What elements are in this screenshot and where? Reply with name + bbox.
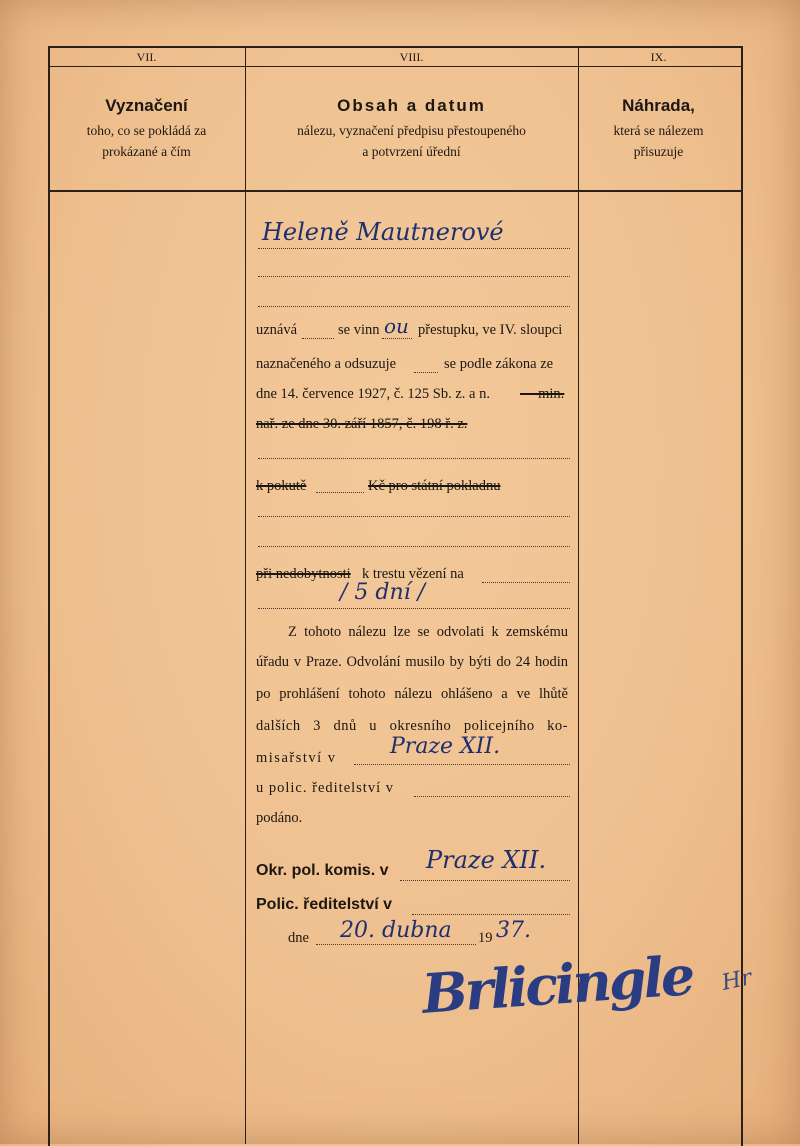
header-row-divider <box>48 190 741 192</box>
text-uznava: uznává <box>256 322 298 338</box>
text-prestupku: přestupku, ve IV. sloupci <box>418 322 563 338</box>
label-polic-reditelstvi: Polic. ředitelství v <box>256 896 393 913</box>
handwritten-date: 20. dubna <box>340 918 452 943</box>
text-year-prefix: 19 <box>478 930 493 946</box>
text-narizeni-struck: nař. ze dne 30. září 1857, č. 198 ř. z. <box>256 416 468 432</box>
column-7-subtitle: toho, co se pokládá za prokázané a čím <box>86 123 207 159</box>
label-okr-pol-komis: Okr. pol. komis. v <box>256 862 389 879</box>
column-9-numeral: IX. <box>650 50 667 64</box>
text-k-pokute-struck: k pokutě <box>256 478 307 494</box>
dotted-line-blank-2 <box>258 516 570 517</box>
margin-initials: Hr <box>719 965 754 996</box>
dotted-line-name-2 <box>258 276 570 277</box>
handwritten-days: / 5 dní / <box>340 580 426 605</box>
text-k-trestu: k trestu vězení na <box>362 566 464 582</box>
text-pri-nedobytnosti-struck: při nedobytnosti <box>256 566 351 582</box>
dotted-odsuzuje <box>414 372 438 373</box>
dotted-line-name-1 <box>258 248 570 249</box>
dotted-pokuta <box>316 492 364 493</box>
dotted-misarstvi <box>354 764 570 765</box>
handwritten-year: 37. <box>496 918 531 943</box>
text-dne-1927: dne 14. července 1927, č. 125 Sb. z. a n. <box>256 386 490 402</box>
dotted-trest <box>482 582 570 583</box>
column-8-numeral: VIII. <box>399 50 424 64</box>
dotted-uznava <box>302 338 334 339</box>
dotted-polic <box>412 914 570 915</box>
dotted-line-name-3 <box>258 306 570 307</box>
appeal-line-2: úřadu v Praze. Odvolání musilo by býti do 24 hodin <box>256 654 568 670</box>
dotted-days <box>258 608 570 609</box>
column-7-title: Vyznačení <box>105 96 188 115</box>
text-podano: podáno. <box>256 810 303 826</box>
column-9-subtitle: která se nálezem přisuzuje <box>613 123 704 159</box>
dotted-okr <box>400 880 570 881</box>
handwritten-prague-2: Praze XII. <box>426 846 547 874</box>
text-kc-struck: Kč pro státní pokladnu <box>368 478 501 494</box>
dotted-line-blank-1 <box>258 458 570 459</box>
text-naznaceneho: naznačeného a odsuzuje <box>256 356 397 372</box>
appeal-line-1: Z tohoto nálezu lze se odvolati k zemskému <box>288 624 568 640</box>
dotted-polic-reditelstvi <box>414 796 570 797</box>
handwritten-prague-1: Praze XII. <box>390 734 501 759</box>
dotted-date <box>316 944 476 945</box>
text-misarstvi: misařství v <box>256 750 337 766</box>
column-divider-7-8 <box>245 46 246 1144</box>
handwritten-vinn-suffix: ou <box>384 314 409 338</box>
text-se-podle: se podle zákona ze <box>444 356 554 372</box>
column-8-subtitle: nálezu, vyznačení předpisu přestoupeného a potvrzení úřední <box>297 123 526 159</box>
text-se-vinn: se vinn <box>338 322 380 338</box>
signature: Brlicingle <box>420 943 695 1026</box>
handwritten-name: Heleně Mautnerové <box>262 218 504 246</box>
text-min-struck: — min. <box>520 386 565 402</box>
numeral-row-divider <box>48 66 741 67</box>
column-7-numeral: VII. <box>136 50 157 64</box>
text-polic-reditelstvi: u polic. ředitelství v <box>256 780 394 796</box>
dotted-line-blank-3 <box>258 546 570 547</box>
column-8-title: Obsah a datum <box>337 96 486 115</box>
column-9-title: Náhrada, <box>622 96 695 115</box>
label-dne: dne <box>288 930 309 946</box>
appeal-line-3: po prohlášení tohoto nálezu ohlášeno a ve lhůtě <box>256 686 568 702</box>
dotted-vinn <box>382 338 412 339</box>
appeal-line-4: dalších 3 dnů u okresního policejního ko- <box>256 718 568 734</box>
